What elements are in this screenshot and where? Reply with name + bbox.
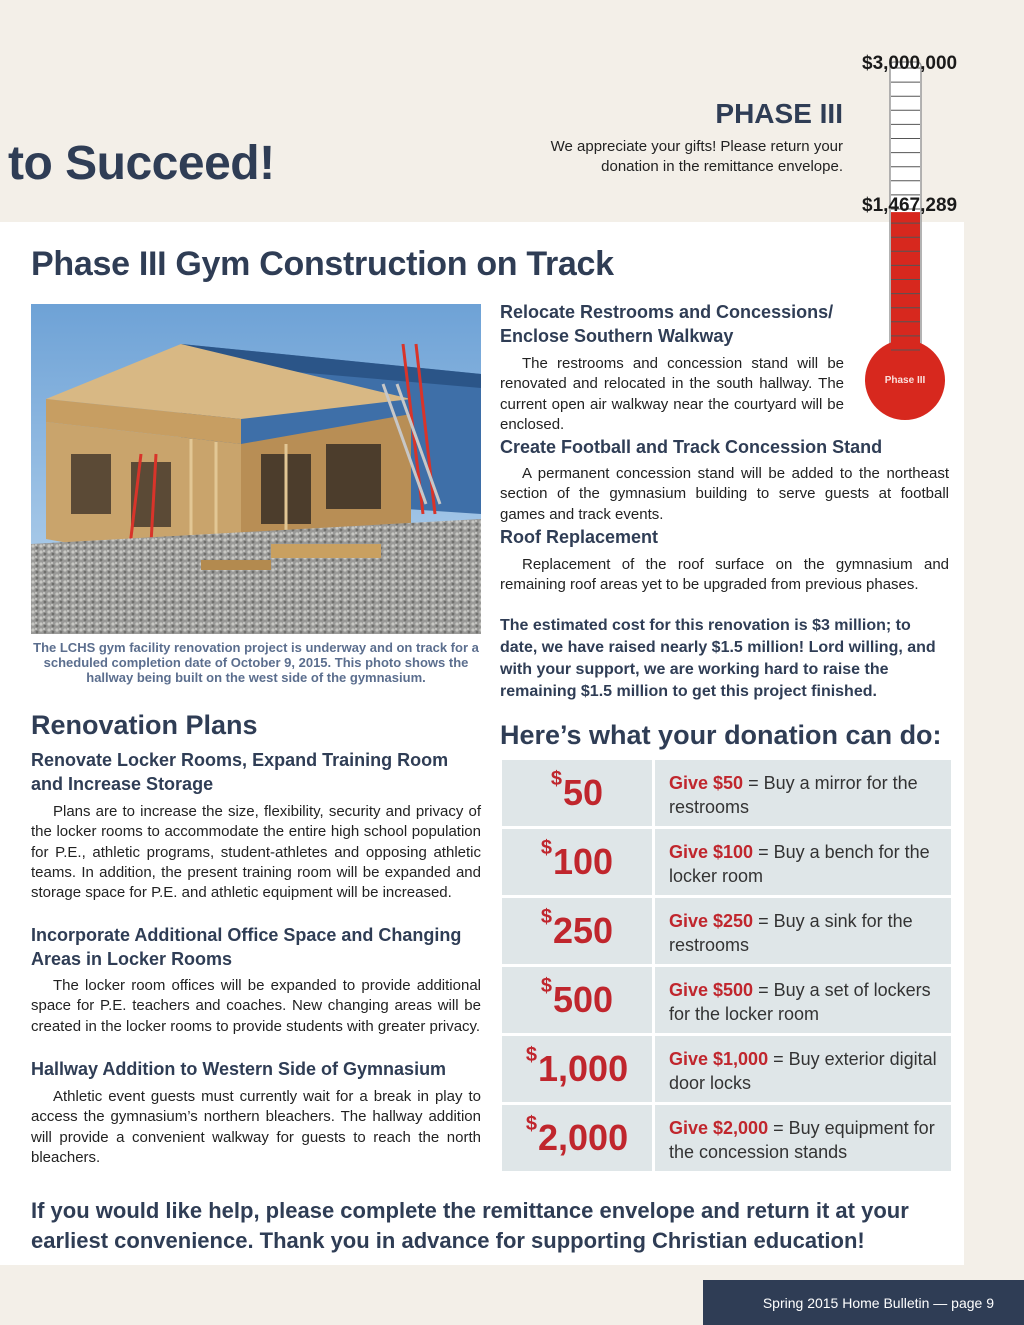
donation-row	[502, 760, 951, 826]
dollar-symbol: $	[525, 1044, 538, 1066]
footer-text: Spring 2015 Home Bulletin — page 9	[762, 1294, 994, 1311]
donation-give-label: Give $2,000	[669, 1118, 769, 1138]
donation-description	[655, 829, 951, 895]
footer-bar	[703, 1280, 1024, 1325]
donation-amount-cell	[502, 760, 652, 826]
section-body-roof: Replacement of the roof surface on the gymnasium and remaining roof areas yet to be upgraded from previous phases.	[500, 556, 949, 594]
donation-amount: 250	[553, 910, 614, 951]
section-body-locker-rooms: Plans are to increase the size, flexibility, security and privacy of the locker rooms to accommodate the entire high school population for P.E., athletic programs, student-athletes and opposing athletic teams. In addition, the present training room will be expanded and storage space for P.E. and athletic equipment will be increased.	[31, 803, 481, 902]
construction-photo-illustration	[31, 304, 481, 634]
dollar-symbol: $	[525, 1113, 538, 1135]
donation-desc-text: = Buy exterior digital door locks	[669, 1049, 937, 1093]
section-title-roof: Roof Replacement	[500, 527, 659, 547]
donation-row	[502, 967, 951, 1033]
closing-statement: If you would like help, please complete the remittance envelope and return it at your earliest convenience. Thank you in advance for supporting Christian education!	[31, 1198, 909, 1253]
phase-subtitle: We appreciate your gifts! Please return your donation in the remittance envelope.	[550, 138, 843, 175]
section-body-concession: A permanent concession stand will be added to the northeast section of the gymnasium building to serve guests at football games and track events.	[500, 465, 949, 523]
phase-title: PHASE III	[715, 98, 843, 129]
donation-amount-cell	[502, 898, 652, 964]
section-title-restrooms: Relocate Restrooms and Concessions/ Enclose Southern Walkway	[500, 302, 834, 346]
section-title-locker-rooms: Renovate Locker Rooms, Expand Training Room and Increase Storage	[31, 750, 449, 794]
section-body-office-space: The locker room offices will be expanded to provide additional space for P.E. teachers and coaches. New changing areas will be created in the locker rooms to provide students with greater privacy.	[31, 977, 481, 1035]
donation-give-label: Give $50	[669, 773, 744, 793]
donation-amount-cell	[502, 829, 652, 895]
donation-desc-text: = Buy equipment for the concession stands	[669, 1118, 935, 1162]
donation-desc-text: = Buy a mirror for the restrooms	[669, 773, 918, 817]
donation-desc-text: = Buy a bench for the locker room	[669, 842, 930, 886]
raised-amount: $1,467,289	[862, 195, 958, 216]
section-body-hallway: Athletic event guests must currently wait for a break in play to access the gymnasium’s northern bleachers. The hallway addition will provide a convenient walkway for guests to reach the north bleachers.	[31, 1088, 481, 1166]
title-fragment: to Succeed!	[8, 137, 275, 190]
donation-desc-text: = Buy a set of lockers for the locker room	[669, 980, 931, 1024]
goal-amount: $3,000,000	[862, 53, 958, 74]
donation-row	[502, 1036, 951, 1102]
donation-amount: 1,000	[538, 1048, 629, 1089]
donation-description	[655, 1105, 951, 1171]
donation-amount-cell	[502, 967, 652, 1033]
donation-row	[502, 829, 951, 895]
cost-statement: The estimated cost for this renovation is $3 million; to date, we have raised nearly $1.5 million! Lord willing, and with your support, we are working hard to raise the remaining $1.5 million to get this project finished.	[500, 617, 936, 700]
dollar-symbol: $	[540, 906, 553, 928]
thermometer-bulb-label: Phase III	[884, 375, 926, 386]
donation-amount: 500	[553, 979, 614, 1020]
donation-give-label: Give $100	[669, 842, 754, 862]
donation-row	[502, 898, 951, 964]
donation-desc-text: = Buy a sink for the restrooms	[669, 911, 913, 955]
donation-description	[655, 967, 951, 1033]
article-headline: Phase III Gym Construction on Track	[31, 245, 614, 283]
section-title-concession: Create Football and Track Concession Stand	[500, 437, 883, 457]
construction-photo	[31, 304, 481, 634]
donation-amount: 100	[553, 841, 614, 882]
donation-table	[502, 760, 951, 1174]
fundraising-thermometer	[860, 50, 960, 430]
donation-give-label: Give $250	[669, 911, 754, 931]
donation-amount-cell	[502, 1105, 652, 1171]
dollar-symbol: $	[540, 975, 553, 997]
donation-amount-cell	[502, 1036, 652, 1102]
photo-caption: The LCHS gym facility renovation project is underway and on track for a scheduled completion date of October 9, 2015. This photo shows the hallway being built on the west side of the gymnasium.	[33, 640, 479, 685]
donation-description	[655, 1036, 951, 1102]
section-body-restrooms: The restrooms and concession stand will be renovated and relocated in the south hallway. The current open air walkway near the courtyard will be enclosed.	[500, 355, 844, 433]
dollar-symbol: $	[540, 837, 553, 859]
donation-row	[502, 1105, 951, 1171]
dollar-symbol: $	[550, 768, 563, 790]
renovation-heading: Renovation Plans	[31, 710, 258, 740]
section-title-office-space: Incorporate Additional Office Space and Changing Areas in Locker Rooms	[31, 925, 462, 969]
donations-heading: Here’s what your donation can do:	[500, 720, 942, 750]
donation-amount: 50	[563, 772, 604, 813]
section-title-hallway: Hallway Addition to Western Side of Gymnasium	[31, 1059, 447, 1079]
donation-give-label: Give $500	[669, 980, 754, 1000]
donation-description	[655, 760, 951, 826]
donation-give-label: Give $1,000	[669, 1049, 769, 1069]
donation-description	[655, 898, 951, 964]
donation-amount: 2,000	[538, 1117, 629, 1158]
